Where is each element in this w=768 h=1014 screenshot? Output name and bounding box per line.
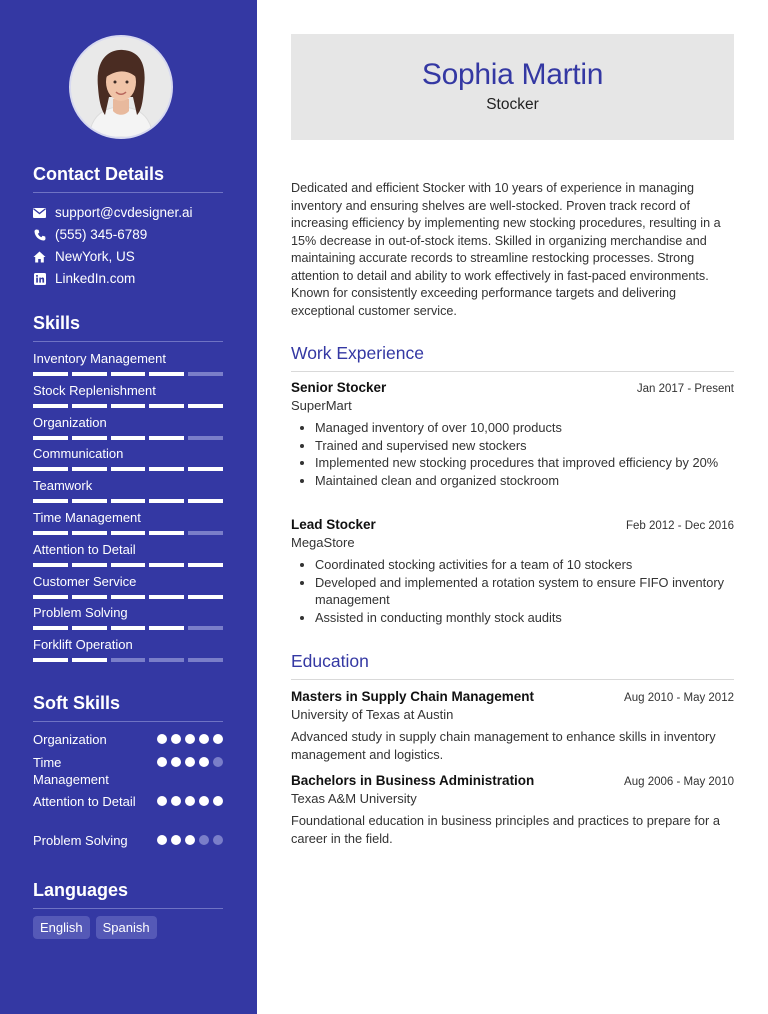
- rating-dot: [171, 734, 181, 744]
- skill-level-segment: [149, 563, 184, 567]
- contact-email[interactable]: [33, 205, 193, 220]
- skill-level-segment: [188, 467, 223, 471]
- degree-title: Masters in Supply Chain Management: [291, 689, 535, 704]
- degree-title: Bachelors in Business Administration: [291, 773, 535, 788]
- language-badge: English: [33, 916, 90, 939]
- person-title: Stocker: [486, 96, 539, 113]
- skill-level-segment: [111, 436, 146, 440]
- skill-item: [33, 637, 223, 662]
- skill-item: [33, 478, 223, 503]
- skill-level-segment: [72, 436, 107, 440]
- skill-label: Time Management: [33, 510, 141, 525]
- skill-level-segment: [33, 658, 68, 662]
- skill-level-bar: [33, 626, 223, 630]
- rating-dot: [185, 757, 195, 767]
- skill-level-segment: [33, 436, 68, 440]
- education-description: Foundational education in business principles and practices to prepare for a career in the field.: [291, 813, 720, 846]
- skill-label: Attention to Detail: [33, 541, 136, 557]
- skill-item: [33, 446, 223, 471]
- skill-level-bar: [33, 595, 223, 599]
- skill-level-segment: [33, 595, 68, 599]
- skill-label: Teamwork: [33, 478, 93, 494]
- skill-level-segment: [111, 626, 146, 630]
- skill-level-segment: [188, 499, 223, 503]
- skill-level-segment: [149, 467, 184, 471]
- education-description: Advanced study in supply chain management to enhance skills in inventory management and logistics.: [291, 729, 716, 762]
- job-entry: [291, 517, 734, 626]
- rating-dot: [185, 796, 195, 806]
- skill-item: [33, 574, 223, 599]
- skill-level-bar: [33, 531, 223, 535]
- contact-email-text: support@cvdesigner.ai: [55, 205, 193, 220]
- work-experience-heading: Work Experience: [291, 343, 734, 372]
- list-item: • Trained and supervised new stockers: [315, 437, 734, 455]
- skill-level-segment: [33, 531, 68, 535]
- contact-location: [33, 249, 135, 264]
- sidebar: [0, 0, 257, 1014]
- skill-level-segment: [111, 658, 146, 662]
- skill-level-segment: [188, 595, 223, 599]
- skill-item: [33, 415, 223, 440]
- skill-level-segment: [149, 436, 184, 440]
- skill-level-segment: [33, 404, 68, 408]
- soft-skill-item: [33, 832, 223, 849]
- skill-label: Forklift Operation: [33, 637, 133, 653]
- home-icon: [33, 250, 46, 263]
- skills-heading: Skills: [33, 313, 223, 342]
- skill-item: [33, 383, 223, 408]
- rating-dot: [185, 734, 195, 744]
- skill-level-segment: [72, 531, 107, 535]
- skill-level-segment: [149, 658, 184, 662]
- skill-item: [33, 605, 223, 630]
- list-item: • Managed inventory of over 10,000 products: [315, 419, 734, 437]
- skill-level-segment: [72, 404, 107, 408]
- rating-dot: [171, 796, 181, 806]
- skill-level-segment: [33, 626, 68, 630]
- language-badge: Spanish: [96, 916, 157, 939]
- skill-level-segment: [188, 658, 223, 662]
- soft-skill-rating: [157, 835, 223, 849]
- soft-skill-item: [33, 793, 223, 810]
- contact-heading: Contact Details: [33, 164, 223, 193]
- skill-level-segment: [111, 372, 146, 376]
- soft-skill-label: Attention to Detail: [33, 794, 136, 809]
- skill-level-segment: [188, 563, 223, 567]
- education-entry: [291, 689, 734, 764]
- phone-icon: [33, 228, 46, 241]
- name-header: [291, 34, 734, 140]
- skill-level-segment: [111, 595, 146, 599]
- soft-skill-rating: [157, 757, 223, 788]
- skill-level-segment: [111, 499, 146, 503]
- skill-item: [33, 542, 223, 567]
- skill-level-segment: [149, 404, 184, 408]
- list-item: • Developed and implemented a rotation system to ensure FIFO inventory management: [315, 574, 734, 609]
- job-company: SuperMart: [291, 398, 352, 413]
- list-item: • Implemented new stocking procedures that improved efficiency by 20%: [315, 454, 734, 472]
- soft-skill-item: [33, 754, 223, 788]
- job-date: Feb 2012 - Dec 2016: [625, 520, 734, 532]
- rating-dot: [199, 796, 209, 806]
- skill-level-segment: [33, 563, 68, 567]
- contact-linkedin[interactable]: [33, 271, 135, 286]
- avatar: [69, 35, 173, 139]
- rating-dot: [213, 734, 223, 744]
- soft-skill-item: [33, 731, 223, 748]
- skill-level-bar: [33, 467, 223, 471]
- skill-level-segment: [111, 467, 146, 471]
- mail-icon: [33, 206, 46, 219]
- skill-level-segment: [149, 595, 184, 599]
- list-item: • Maintained clean and organized stockroom: [315, 472, 734, 490]
- rating-dot: [185, 835, 195, 845]
- education-date: Aug 2006 - May 2010: [624, 776, 734, 788]
- skill-level-bar: [33, 563, 223, 567]
- skill-level-segment: [33, 372, 68, 376]
- rating-dot: [199, 835, 209, 845]
- skill-label: Problem Solving: [33, 605, 128, 621]
- soft-skill-label: Organization: [33, 732, 107, 747]
- skill-item: [33, 351, 223, 376]
- soft-skill-label: Problem Solving: [33, 833, 128, 848]
- soft-skill-label: Time Management: [33, 755, 109, 787]
- contact-linkedin-text: LinkedIn.com: [55, 271, 136, 286]
- school-name: University of Texas at Austin: [291, 707, 454, 722]
- skill-level-bar: [33, 404, 223, 408]
- skill-level-segment: [188, 404, 223, 408]
- school-name: Texas A&M University: [291, 791, 417, 806]
- soft-skill-rating: [157, 796, 223, 810]
- list-item: • Assisted in conducting monthly stock audits: [315, 609, 734, 627]
- job-date: Jan 2017 - Present: [636, 383, 734, 395]
- languages-list: [33, 916, 157, 939]
- skill-level-bar: [33, 372, 223, 376]
- skill-item: [33, 510, 223, 535]
- skill-level-segment: [111, 531, 146, 535]
- soft-skills-heading: Soft Skills: [33, 693, 223, 722]
- list-item: • Coordinated stocking activities for a team of 10 stockers: [315, 556, 734, 574]
- skill-label: Communication: [33, 446, 124, 462]
- linkedin-icon: [33, 272, 46, 285]
- skill-level-segment: [111, 404, 146, 408]
- job-bullets: [291, 419, 734, 489]
- skill-label: Organization: [33, 414, 107, 430]
- skill-level-segment: [72, 499, 107, 503]
- soft-skill-rating: [157, 734, 223, 748]
- skill-level-segment: [111, 563, 146, 567]
- skill-level-segment: [33, 499, 68, 503]
- skill-level-segment: [72, 372, 107, 376]
- skill-level-segment: [149, 626, 184, 630]
- rating-dot: [157, 734, 167, 744]
- rating-dot: [213, 835, 223, 845]
- contact-phone[interactable]: [33, 227, 147, 242]
- education-date: Aug 2010 - May 2012: [624, 692, 734, 704]
- rating-dot: [157, 757, 167, 767]
- skill-level-segment: [188, 372, 223, 376]
- rating-dot: [171, 757, 181, 767]
- skill-level-segment: [149, 372, 184, 376]
- skill-level-segment: [72, 658, 107, 662]
- languages-heading: Languages: [33, 880, 223, 909]
- rating-dot: [213, 757, 223, 767]
- education-heading: Education: [291, 651, 734, 680]
- job-company: MegaStore: [291, 535, 355, 550]
- skill-level-segment: [72, 626, 107, 630]
- skill-level-segment: [188, 531, 223, 535]
- job-bullets: [291, 556, 734, 626]
- skill-level-segment: [149, 531, 184, 535]
- skill-level-segment: [149, 499, 184, 503]
- skill-level-segment: [188, 436, 223, 440]
- skill-level-bar: [33, 499, 223, 503]
- job-title: Senior Stocker: [291, 380, 387, 395]
- education-entry: [291, 773, 734, 848]
- rating-dot: [199, 757, 209, 767]
- contact-phone-text: (555) 345-6789: [55, 227, 148, 242]
- skill-level-segment: [188, 626, 223, 630]
- contact-location-text: NewYork, US: [55, 249, 135, 264]
- summary-text: Dedicated and efficient Stocker with 10 years of experience in managing inventory and ensuring shelves are well-stocked. Proven track record of increasing efficiency by implementing new stocking procedures, resulting in a 15% decrease in out-of-stock items. Skilled in organizing merchandise and maintaining accurate records to streamline restocking processes. Strong attention to detail and ability to work effectively in fast-paced environments. Known for consistently exceeding performance targets and delivering exceptional customer service.: [291, 181, 721, 318]
- rating-dot: [157, 835, 167, 845]
- skill-level-segment: [72, 595, 107, 599]
- job-entry: [291, 380, 734, 489]
- skill-level-segment: [72, 563, 107, 567]
- skill-level-segment: [72, 467, 107, 471]
- person-name: Sophia Martin: [421, 58, 604, 91]
- skill-level-segment: [33, 467, 68, 471]
- rating-dot: [171, 835, 181, 845]
- skill-label: Stock Replenishment: [33, 382, 156, 398]
- rating-dot: [157, 796, 167, 806]
- profile-photo-icon: [71, 37, 171, 137]
- rating-dot: [199, 734, 209, 744]
- skill-label: Customer Service: [33, 573, 137, 589]
- skill-label: Inventory Management: [33, 351, 166, 366]
- rating-dot: [213, 796, 223, 806]
- skill-level-bar: [33, 658, 223, 662]
- skill-level-bar: [33, 436, 223, 440]
- job-title: Lead Stocker: [291, 517, 376, 532]
